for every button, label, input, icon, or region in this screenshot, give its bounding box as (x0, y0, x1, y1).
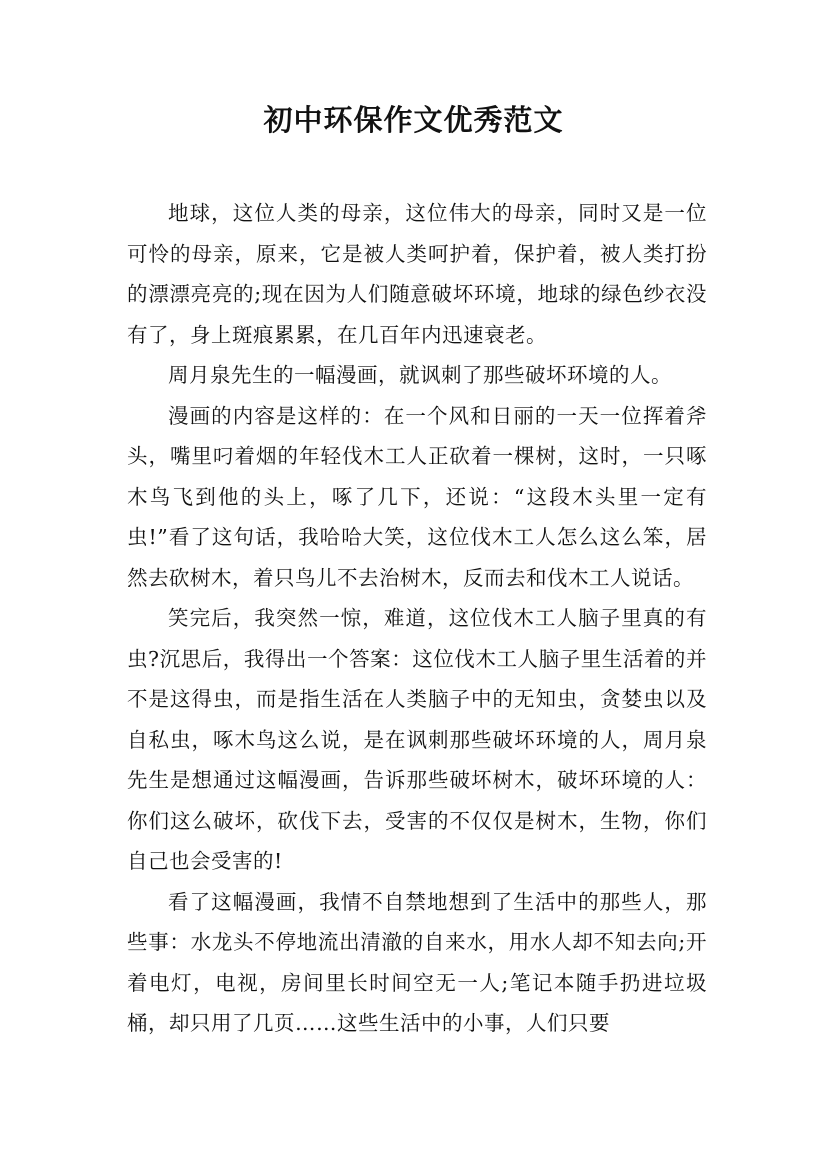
paragraph: 漫画的内容是这样的：在一个风和日丽的一天一位挥着斧头，嘴里叼着烟的年轻伐木工人正砍着一棵树，这时，一只啄木鸟飞到他的头上，啄了几下，还说：“这段木头里一定有虫!”看了这句话，我哈哈大笑，这位伐木工人怎么这么笨，居然去砍树木，着只鸟儿不去治树木，反而去和伐木工人说话。 (127, 403, 707, 590)
paragraph: 地球，这位人类的母亲，这位伟大的母亲，同时又是一位可怜的母亲，原来，它是被人类呵护着，保护着，被人类打扮的漂漂亮亮的;现在因为人们随意破坏环境，地球的绿色纱衣没有了，身上斑痕累累，在几百年内迅速衰老。 (127, 201, 707, 347)
paragraph: 笑完后，我突然一惊，难道，这位伐木工人脑子里真的有虫?沉思后，我得出一个答案：这位伐木工人脑子里生活着的并不是这得虫，而是指生活在人类脑子中的无知虫，贪婪虫以及自私虫，啄木鸟这么说，是在讽刺那些破坏环境的人，周月泉先生是想通过这幅漫画，告诉那些破坏树木，破坏环境的人：你们这么破坏，砍伐下去，受害的不仅仅是树木，生物，你们自己也会受害的! (127, 606, 707, 873)
document-body (127, 193, 707, 1044)
paragraph: 看了这幅漫画，我情不自禁地想到了生活中的那些人，那些事：水龙头不停地流出清澈的自来水，用水人却不知去向;开着电灯，电视，房间里长时间空无一人;笔记本随手扔进垃圾桶，却只用了几页……这些生活中的小事，人们只要 (127, 889, 707, 1035)
paragraph: 周月泉先生的一幅漫画，就讽刺了那些破坏环境的人。 (168, 363, 672, 387)
document-title: 初中环保作文优秀范文 (263, 103, 564, 137)
